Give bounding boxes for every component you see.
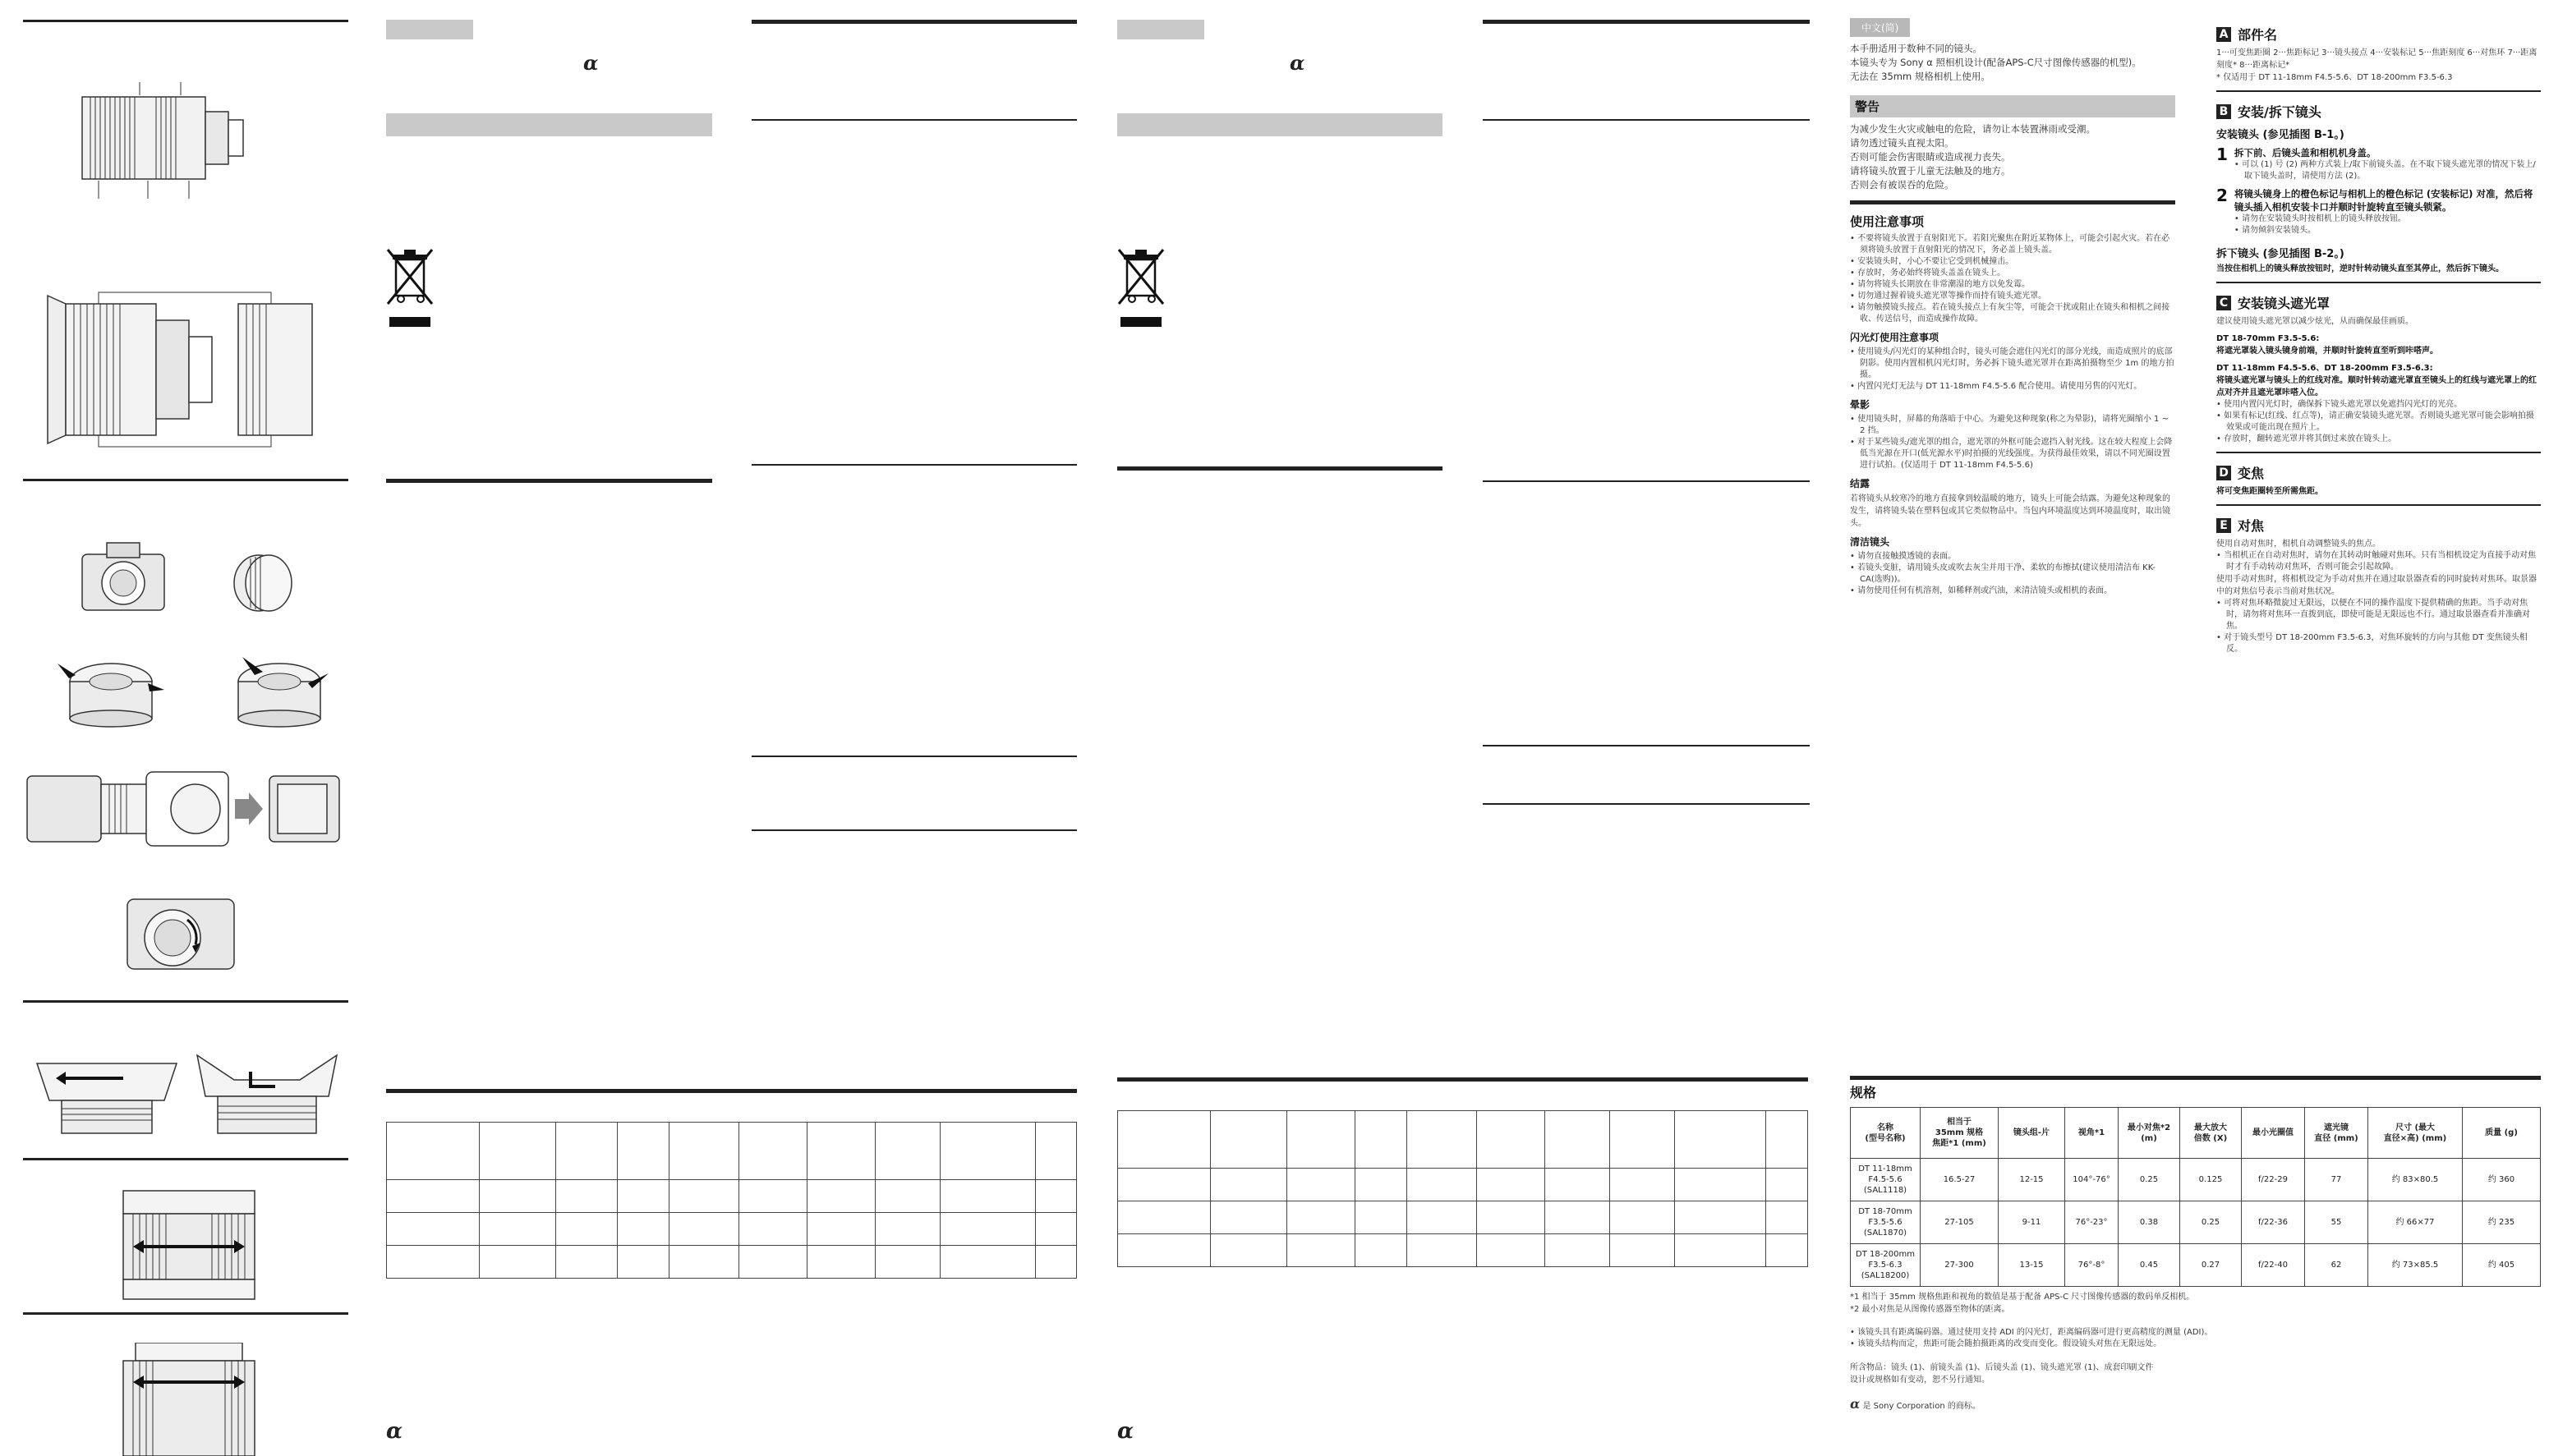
divider bbox=[386, 479, 712, 483]
spec-cell: 约 83×80.5 bbox=[2368, 1159, 2463, 1201]
language-tab-placeholder bbox=[386, 20, 473, 39]
divider bbox=[23, 479, 348, 481]
step-text: 拆下前、后镜头盖和相机机身盖。 bbox=[2234, 147, 2376, 158]
section-bar bbox=[386, 113, 712, 136]
section-title-mount: 安装/拆下镜头 bbox=[2238, 104, 2321, 120]
divider bbox=[1117, 1077, 1808, 1082]
focus-ring-illustration bbox=[115, 1343, 263, 1456]
hood-note: • 如果有标记(红线、红点等)，请正确安装镜头遮光罩。否则镜头遮光罩可能会影响拍摄效果或可能出现在照片上。 bbox=[2216, 411, 2541, 434]
parts-list: 1···可变焦距圈 2···焦距标记 3···镜头接点 4···安装标记 5···焦距刻度 6···对焦环 7···距离刻度* 8···距离标记* bbox=[2216, 48, 2537, 70]
spec-cell: f/22-29 bbox=[2242, 1159, 2305, 1201]
spec-cell: DT 11-18mm F4.5-5.6 (SAL1118) bbox=[1851, 1159, 1921, 1201]
divider bbox=[1483, 745, 1810, 746]
spec-cell: 76°-8° bbox=[2065, 1244, 2119, 1287]
spec-cell: 27-300 bbox=[1921, 1244, 1999, 1287]
hood-attach-illustration-1 bbox=[33, 1047, 181, 1137]
front-cap-pinch-illustration bbox=[58, 649, 164, 731]
remove-heading: 拆下镜头 (参见插图 B-2。) bbox=[2216, 248, 2344, 260]
step-note: • 可以 (1) 号 (2) 两种方式装上/取下前镜头盖。在不取下镜头遮光罩的情况下装上/取下镜头盖时，请使用方法 (2)。 bbox=[2234, 159, 2541, 182]
alpha-logo: α bbox=[583, 51, 599, 75]
step-number: 2 bbox=[2216, 186, 2228, 205]
parts-note: * 仅适用于 DT 11-18mm F4.5-5.6、DT 18-200mm F3.5-6.3 bbox=[2216, 73, 2453, 82]
spec-header: 质量 (g) bbox=[2463, 1108, 2541, 1159]
hood-model-1: DT 18-70mm F3.5-5.6: bbox=[2216, 334, 2320, 343]
spec-note: • 该镜头具有距离编码器。通过使用支持 ADI 的闪光灯，距离编码器可进行更高精度的测量 (ADI)。 bbox=[1850, 1327, 2541, 1339]
spec-cell: 0.38 bbox=[2119, 1201, 2180, 1244]
mount-lens-illustration bbox=[23, 760, 352, 858]
precaution-item: • 请勿将镜头长期放在非常潮湿的地方以免发霉。 bbox=[1850, 279, 2175, 291]
spec-cell: 0.25 bbox=[2180, 1201, 2242, 1244]
spec-cell: 0.25 bbox=[2119, 1159, 2180, 1201]
spec-notes bbox=[1850, 1291, 2541, 1412]
divider bbox=[23, 20, 348, 22]
step-text: 将镜头镜身上的橙色标记与相机上的橙色标记 (安装标记) 对准，然后将镜头插入相机安装卡口并顺时针旋转直至镜头锁紧。 bbox=[2234, 188, 2533, 213]
spec-footnote: *1 相当于 35mm 规格焦距和视角的数值是基于配备 APS-C 尺寸图像传感器的数码单反相机。 bbox=[1850, 1293, 2195, 1302]
step-note: • 请勿在安装镜头时按相机上的镜头释放按钮。 bbox=[2234, 214, 2541, 225]
front-cap-top-illustration bbox=[230, 649, 337, 731]
spec-cell: DT 18-70mm F3.5-5.6 (SAL1870) bbox=[1851, 1201, 1921, 1244]
warning-line: 否则会有被误吞的危险。 bbox=[1850, 179, 1954, 191]
warning-heading: 警告 bbox=[1850, 95, 2175, 117]
zoom-text: 将可变焦距圈转至所需焦距。 bbox=[2216, 487, 2323, 496]
spec-cell: 27-105 bbox=[1921, 1201, 1999, 1244]
divider bbox=[752, 756, 1077, 757]
divider bbox=[23, 1158, 348, 1160]
spec-cell: 77 bbox=[2305, 1159, 2368, 1201]
cleaning-heading: 清洁镜头 bbox=[1850, 536, 1890, 548]
divider bbox=[1483, 480, 1810, 482]
spec-cell: f/22-36 bbox=[2242, 1201, 2305, 1244]
zoom-ring-illustration bbox=[115, 1183, 263, 1306]
spec-cell: 0.45 bbox=[2119, 1244, 2180, 1287]
spec-cell: 约 360 bbox=[2463, 1159, 2541, 1201]
trademark-text: 是 Sony Corporation 的商标。 bbox=[1862, 1402, 1981, 1411]
divider bbox=[1483, 20, 1810, 24]
divider bbox=[752, 119, 1077, 121]
spec-cell: 55 bbox=[2305, 1201, 2368, 1244]
vignetting-item: • 对于某些镜头/遮光罩的组合，遮光罩的外框可能会遮挡入射光线。这在较大程度上会降低当光源在开口(低光源水平)时拍摄的光线强度。为获得最佳效果，请以不同光圈设置进行试拍。(仅适用于 DT 11-18mm F4.5-5.6) bbox=[1850, 437, 2175, 471]
precaution-item: • 切勿通过握着镜头遮光罩等操作而持有镜头遮光罩。 bbox=[1850, 291, 2175, 302]
condensation-text: 若将镜头从较寒冷的地方直接拿到较温暖的地方，镜头上可能会结露。为避免这种现象的发生，请将镜头装在塑料包或其它类似物品中。当包内环境温度达到环境温度时，取出镜头。 bbox=[1850, 494, 2170, 528]
spec-cell: 0.125 bbox=[2180, 1159, 2242, 1201]
spec-cell: 76°-23° bbox=[2065, 1201, 2119, 1244]
spec-table bbox=[1850, 1107, 2541, 1287]
alpha-logo-trademark: α bbox=[1850, 1396, 1861, 1412]
section-title-parts: 部件名 bbox=[2238, 27, 2278, 43]
spec-section bbox=[1850, 1082, 2541, 1101]
lens-illustration-parts bbox=[66, 79, 263, 202]
focus-note: • 对于镜头型号 DT 18-200mm F3.5-6.3，对焦环旋转的方向与其他 DT 变焦镜头相反。 bbox=[2216, 632, 2541, 655]
spec-cell: 9-11 bbox=[1999, 1201, 2065, 1244]
spec-heading: 规格 bbox=[1850, 1085, 1877, 1100]
precaution-item: • 安装镜头时，小心不要让它受到机械撞击。 bbox=[1850, 256, 2175, 268]
section-title-focus: 对焦 bbox=[2238, 518, 2265, 534]
spec-cell: 0.27 bbox=[2180, 1244, 2242, 1287]
spec-note: • 该镜头结构而定，焦距可能会随拍摄距离的改变而变化。假设镜头对焦在无限远处。 bbox=[1850, 1339, 2541, 1350]
section-letter-e: E bbox=[2216, 518, 2231, 533]
divider bbox=[23, 1000, 348, 1003]
spec-footnote: *2 最小对焦是从图像传感器至物体的距离。 bbox=[1850, 1305, 2010, 1314]
spec-cell: 约 73×85.5 bbox=[2368, 1244, 2463, 1287]
warning-line: 请将镜头放置于儿童无法触及的地方。 bbox=[1850, 165, 2011, 177]
focus-text-2: 使用手动对焦时，将相机设定为手动对焦并在通过取景器查看的同时旋转对焦环。取景器中的对焦信号表示当前对焦状况。 bbox=[2216, 575, 2537, 596]
spec-header: 名称 (型号名称) bbox=[1851, 1108, 1921, 1159]
alpha-logo: α bbox=[1290, 51, 1305, 75]
spec-header: 相当于 35mm 规格 焦距*1 (mm) bbox=[1921, 1108, 1999, 1159]
spec-cell: 13-15 bbox=[1999, 1244, 2065, 1287]
focus-note: • 当相机正在自动对焦时，请勿在其转动时触碰对焦环。只有当相机设定为直接手动对焦时才有手动转动对焦环，否则可能会引起故障。 bbox=[2216, 550, 2541, 573]
warning-line: 请勿透过镜头直视太阳。 bbox=[1850, 137, 1954, 149]
zh-general-column bbox=[1850, 18, 2175, 597]
weee-bin-icon bbox=[1117, 246, 1166, 328]
divider bbox=[386, 1089, 1077, 1093]
language-tab-placeholder bbox=[1117, 20, 1204, 39]
spec-cell: 约 235 bbox=[2463, 1201, 2541, 1244]
divider bbox=[752, 464, 1077, 466]
divider bbox=[1117, 466, 1442, 471]
alpha-logo-footer: α bbox=[386, 1419, 403, 1444]
intro-line: 无法在 35mm 规格相机上使用。 bbox=[1850, 71, 1990, 82]
vignetting-heading: 晕影 bbox=[1850, 399, 1870, 411]
zh-sections-column bbox=[2216, 25, 2541, 655]
hood-model-2: DT 11-18mm F4.5-5.6、DT 18-200mm F3.5-6.3: bbox=[2216, 364, 2433, 373]
vignetting-item: • 使用镜头时，屏幕的角落暗于中心。为避免这种现象(称之为晕影)，请将光圈缩小 1 ~ 2 挡。 bbox=[1850, 414, 2175, 437]
spec-header: 尺寸 (最大 直径×高) (mm) bbox=[2368, 1108, 2463, 1159]
attach-heading: 安装镜头 (参见插图 B-1。) bbox=[2216, 129, 2344, 141]
precaution-item: • 存放时，务必始终将镜头盖盖在镜头上。 bbox=[1850, 268, 2175, 279]
spec-cell: 16.5-27 bbox=[1921, 1159, 1999, 1201]
precautions-heading: 使用注意事项 bbox=[1850, 214, 1925, 229]
flash-heading: 闪光灯使用注意事项 bbox=[1850, 332, 1939, 343]
cleaning-item: • 请勿使用任何有机溶剂，如稀释剂或汽油，来清洁镜头或相机的表面。 bbox=[1850, 586, 2175, 597]
hood-note: • 使用内置闪光灯时，确保拆下镜头遮光罩以免遮挡闪光灯的光亮。 bbox=[2216, 399, 2541, 411]
spec-cell: 12-15 bbox=[1999, 1159, 2065, 1201]
divider bbox=[1850, 1076, 2541, 1080]
divider bbox=[23, 1312, 348, 1315]
change-notice: 设计或规格如有变动，恕不另行通知。 bbox=[1850, 1376, 1990, 1385]
intro-line: 本镜头专为 Sony α 照相机设计(配备APS-C尺寸图像传感器的机型)。 bbox=[1850, 57, 2142, 68]
divider bbox=[1483, 803, 1810, 805]
precaution-item: • 不要将镜头放置于直射阳光下。若阳光聚焦在附近某物体上，可能会引起火灾。若在必须将镜头放置于直射阳光的情况下，务必盖上镜头盖。 bbox=[1850, 233, 2175, 256]
step-number: 1 bbox=[2216, 145, 2228, 164]
alpha-logo-footer: α bbox=[1117, 1419, 1134, 1444]
spec-cell: 约 66×77 bbox=[2368, 1201, 2463, 1244]
section-title-zoom: 变焦 bbox=[2238, 466, 2265, 481]
camera-illustration bbox=[78, 538, 168, 616]
section-title-hood: 安装镜头遮光罩 bbox=[2238, 296, 2330, 311]
spec-cell: 62 bbox=[2305, 1244, 2368, 1287]
section-letter-c: C bbox=[2216, 296, 2231, 310]
warning-line: 为减少发生火灾或触电的危险，请勿让本装置淋雨或受潮。 bbox=[1850, 123, 2096, 135]
section-letter-d: D bbox=[2216, 466, 2231, 480]
focus-note: • 可将对焦环略微旋过无限远，以便在不同的操作温度下提供精确的焦距。当手动对焦时，请勿将对焦环一直拨到底，即使可能是无限远也不行。通过取景器查看并准确对焦。 bbox=[2216, 598, 2541, 632]
language-tag: 中文(简) bbox=[1850, 18, 1910, 37]
section-bar bbox=[1117, 113, 1442, 136]
divider bbox=[752, 20, 1077, 24]
weee-bin-icon bbox=[386, 246, 435, 328]
focus-text: 使用自动对焦时，相机自动调整镜头的焦点。 bbox=[2216, 540, 2381, 549]
spec-header: 遮光镜 直径 (mm) bbox=[2305, 1108, 2368, 1159]
flash-item: • 使用镜头/闪光灯的某种组合时，镜头可能会遮住闪光灯的部分光线，而造成照片的底部阴影。使用内置相机闪光灯时，务必拆下镜头遮光罩并在距离拍摄物至少 1m 的地方拍摄。 bbox=[1850, 347, 2175, 381]
remove-text: 当按住相机上的镜头释放按钮时，逆时针转动镜头直至其停止，然后拆下镜头。 bbox=[2216, 264, 2504, 273]
precaution-item: • 请勿触摸镜头接点。若在镜头接点上有灰尘等，可能会干扰或阻止在镜头和相机之间接收、传送信号，而造成操作故障。 bbox=[1850, 302, 2175, 325]
section-letter-a: A bbox=[2216, 27, 2231, 42]
spec-cell: f/22-40 bbox=[2242, 1244, 2305, 1287]
spec-cell: 104°-76° bbox=[2065, 1159, 2119, 1201]
lens-cap-illustration bbox=[226, 550, 300, 616]
spec-table-placeholder bbox=[1117, 1110, 1808, 1267]
spec-header: 镜头组-片 bbox=[1999, 1108, 2065, 1159]
remove-lens-illustration bbox=[123, 887, 246, 977]
hood-model-2-text: 将镜头遮光罩与镜头上的红线对准。顺时针转动遮光罩直至镜头上的红线与遮光罩上的红点对齐并且遮光罩咔嗒入位。 bbox=[2216, 376, 2537, 397]
section-letter-b: B bbox=[2216, 104, 2231, 119]
cleaning-item: • 若镜头变脏，请用镜头皮或吹去灰尘并用干净、柔软的布擦拭(建议使用清洁布 KK-CA(选购))。 bbox=[1850, 563, 2175, 586]
hood-attach-illustration-2 bbox=[193, 1047, 341, 1137]
spec-header: 最大放大 倍数 (X) bbox=[2180, 1108, 2242, 1159]
spec-table-placeholder bbox=[386, 1122, 1077, 1279]
hood-note: • 存放时，翻转遮光罩并将其倒过来放在镜头上。 bbox=[2216, 434, 2541, 445]
cleaning-item: • 请勿直接触摸透镜的表面。 bbox=[1850, 551, 2175, 563]
hood-intro: 建议使用镜头遮光罩以减少炫光，从而确保最佳画质。 bbox=[2216, 317, 2413, 326]
spec-header: 视角*1 bbox=[2065, 1108, 2119, 1159]
spec-cell: 约 405 bbox=[2463, 1244, 2541, 1287]
spec-header: 最小光圈值 bbox=[2242, 1108, 2305, 1159]
divider bbox=[752, 829, 1077, 831]
included-items: 所含物品：镜头 (1)、前镜头盖 (1)、后镜头盖 (1)、镜头遮光罩 (1)、成套印刷文件 bbox=[1850, 1363, 2154, 1372]
step-note: • 请勿倾斜安装镜头。 bbox=[2234, 225, 2541, 237]
divider bbox=[1483, 119, 1810, 121]
lens-illustration-scales bbox=[41, 287, 320, 452]
spec-header: 最小对焦*2 (m) bbox=[2119, 1108, 2180, 1159]
intro-line: 本手册适用于数种不同的镜头。 bbox=[1850, 43, 1982, 54]
condensation-heading: 结露 bbox=[1850, 478, 1870, 489]
spec-cell: DT 18-200mm F3.5-6.3 (SAL18200) bbox=[1851, 1244, 1921, 1287]
warning-line: 否则可能会伤害眼睛或造成视力丧失。 bbox=[1850, 151, 2011, 163]
flash-item: • 内置闪光灯无法与 DT 11-18mm F4.5-5.6 配合使用。请使用另售的闪光灯。 bbox=[1850, 381, 2175, 393]
hood-model-1-text: 将遮光罩装入镜头镜身前端，并顺时针旋转直至听到咔嗒声。 bbox=[2216, 347, 2438, 356]
